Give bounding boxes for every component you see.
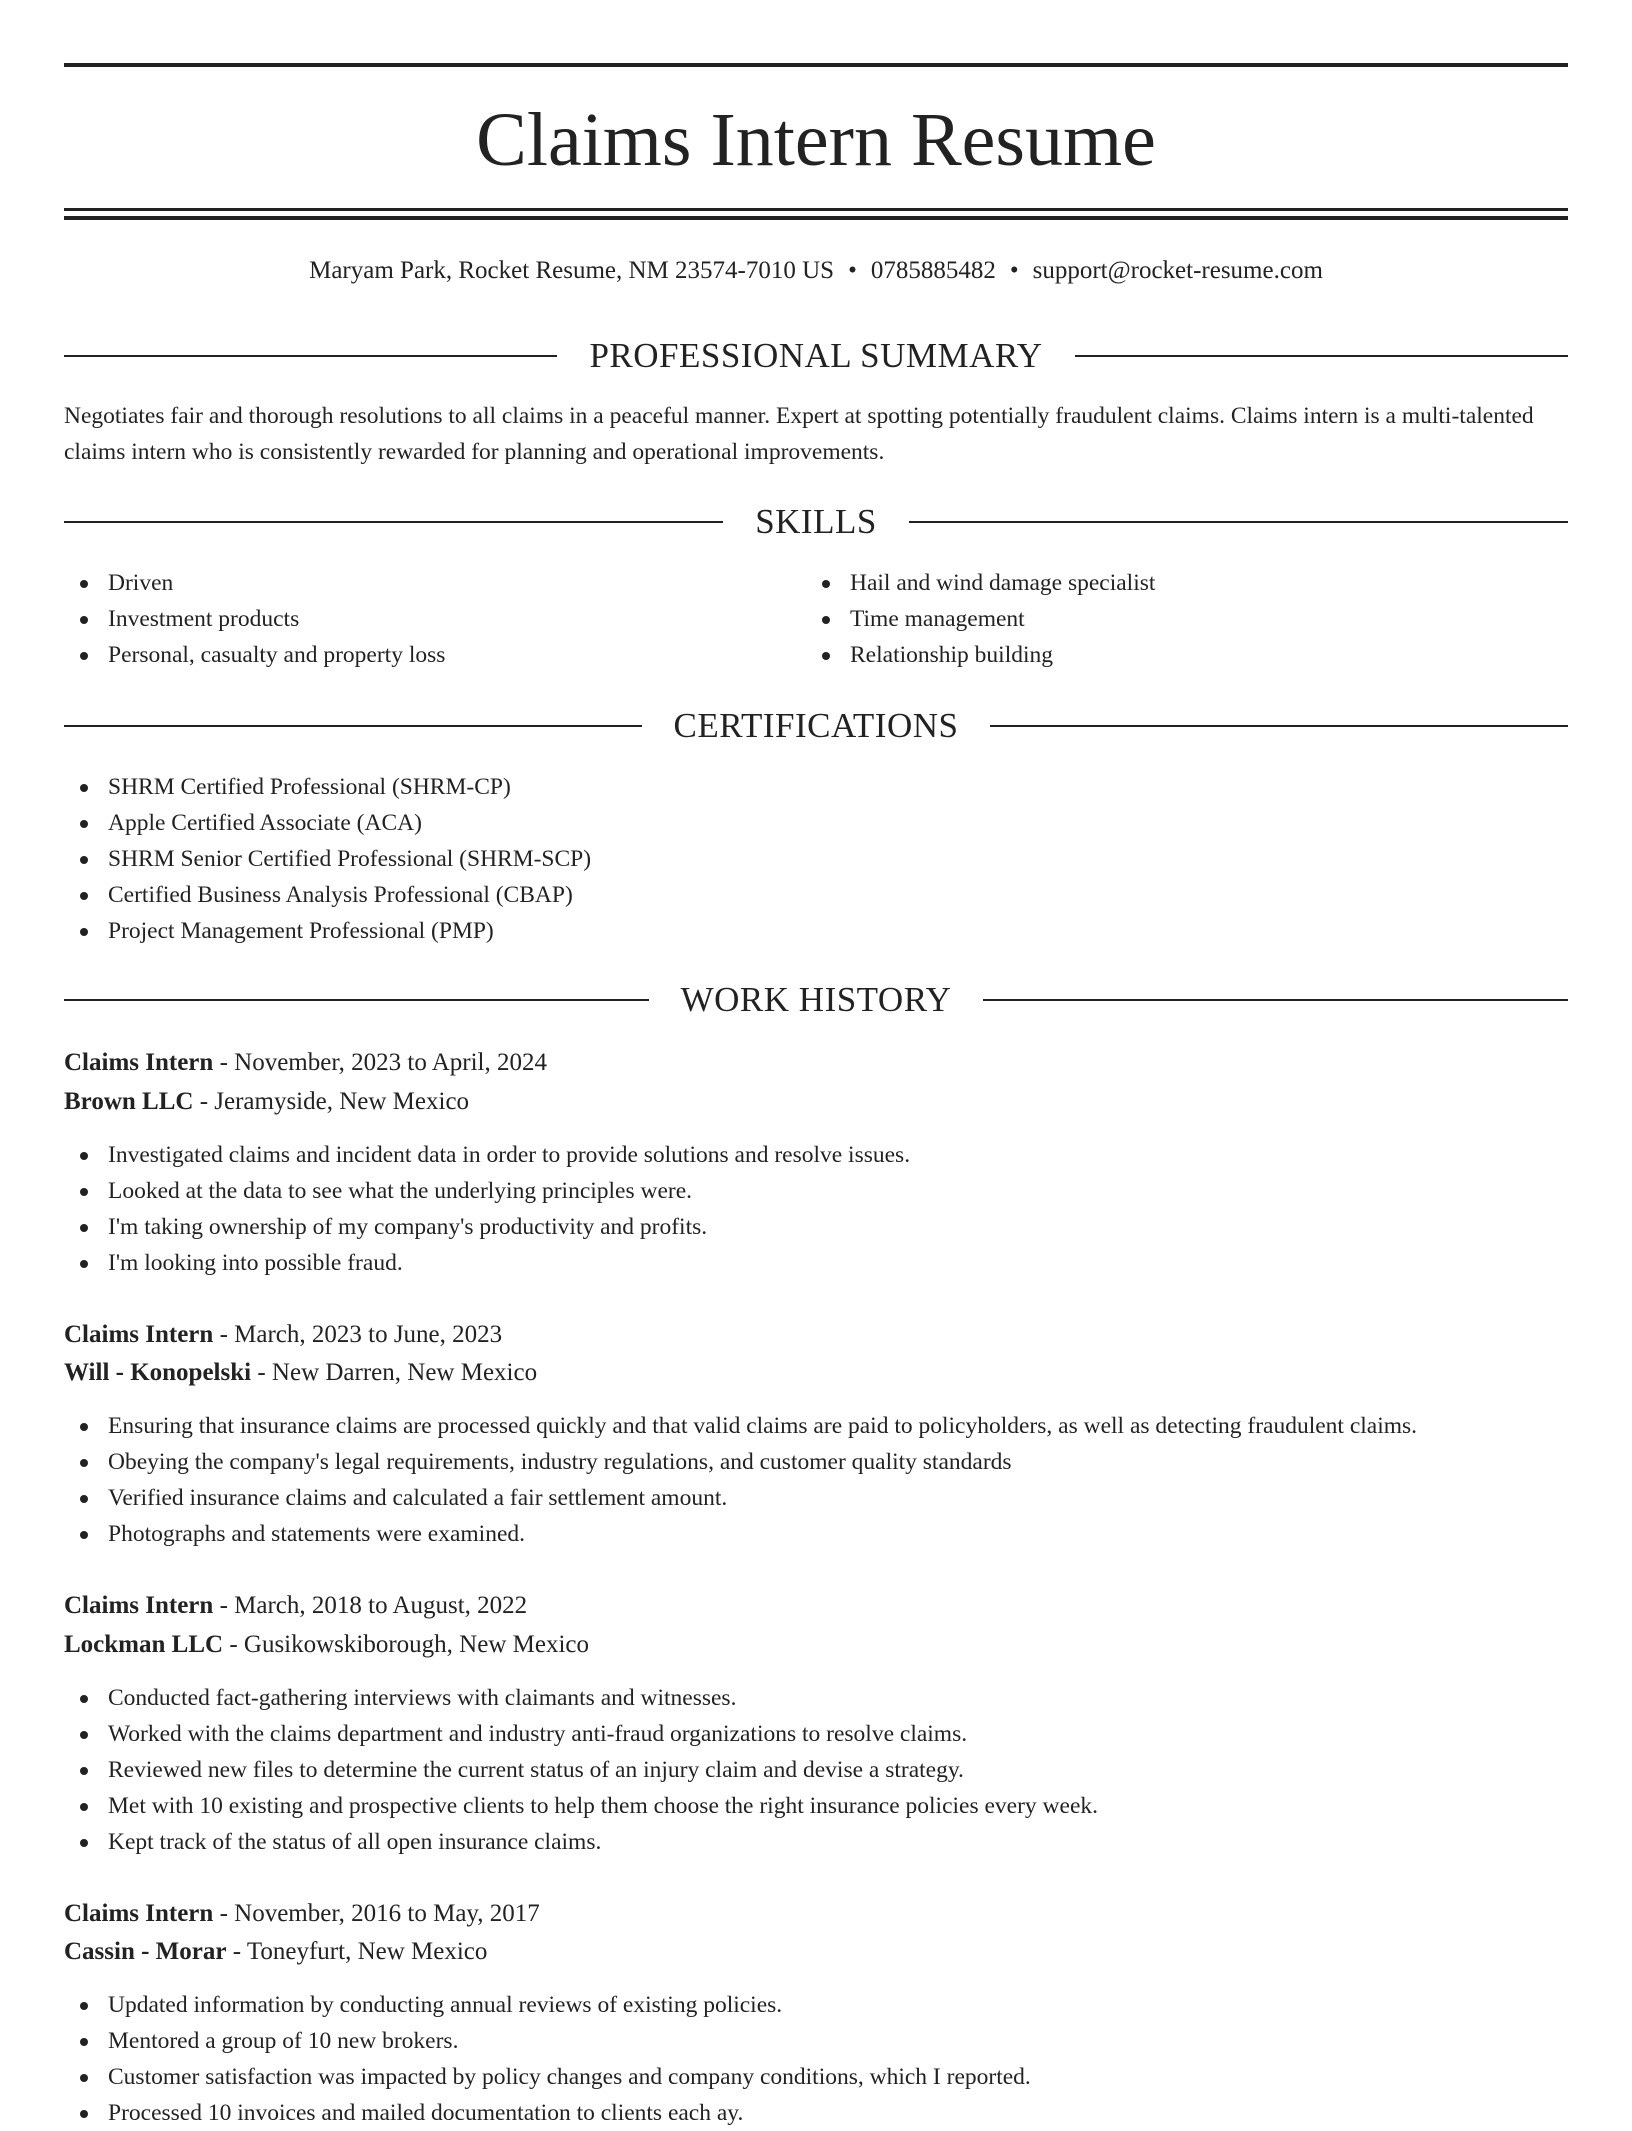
header-top-rule — [64, 63, 1568, 67]
job-title-line: Claims Intern - March, 2023 to June, 2023 — [64, 1321, 503, 1348]
job-bullet: Investigated claims and incident data in order to provide solutions and resolve issues. — [64, 1137, 910, 1173]
job-dates: March, 2023 to June, 2023 — [234, 1321, 503, 1348]
job-title-line: Claims Intern - November, 2016 to May, 2017 — [64, 1900, 540, 1927]
job-company: Lockman LLC — [64, 1631, 224, 1658]
job-role: Claims Intern — [64, 1900, 214, 1927]
job-bullet: Photographs and statements were examined. — [64, 1516, 1417, 1552]
job-company: Brown LLC — [64, 1088, 194, 1115]
job-bullet: Looked at the data to see what the underlying principles were. — [64, 1173, 910, 1209]
job-company-line: Cassin - Morar - Toneyfurt, New Mexico — [64, 1938, 488, 1965]
job-dates: March, 2018 to August, 2022 — [234, 1592, 528, 1619]
certification-item: Apple Certified Associate (ACA) — [64, 805, 591, 841]
job-bullet: Obeying the company's legal requirements, industry regulations, and customer quality standards — [64, 1444, 1417, 1480]
resume-title: Claims Intern Resume — [476, 98, 1156, 182]
skill-item: Hail and wind damage specialist — [806, 565, 1155, 601]
job-bullet: Reviewed new files to determine the current status of an injury claim and devise a strategy. — [64, 1752, 1098, 1788]
job-bullet: Met with 10 existing and prospective clients to help them choose the right insurance policies every week. — [64, 1788, 1098, 1824]
job-role: Claims Intern — [64, 1592, 214, 1619]
job-bullet: Conducted fact-gathering interviews with claimants and witnesses. — [64, 1680, 1098, 1716]
contact-line — [64, 254, 1568, 288]
skill-item: Investment products — [64, 601, 445, 637]
heading-rule — [64, 521, 723, 523]
heading-rule — [64, 355, 557, 357]
job-company-line: Lockman LLC - Gusikowskiborough, New Mexico — [64, 1631, 589, 1658]
job-company: Will - Konopelski — [64, 1359, 252, 1386]
skill-item: Personal, casualty and property loss — [64, 637, 445, 673]
job-location: Gusikowskiborough, New Mexico — [243, 1631, 589, 1658]
job-bullet: Ensuring that insurance claims are processed quickly and that valid claims are paid to policyholders, as well as detecting fraudulent claims. — [64, 1408, 1417, 1444]
skills-list-left — [64, 565, 445, 673]
job-bullets — [64, 1137, 910, 1281]
header-bottom-rule-thin — [64, 208, 1568, 211]
certification-item: Certified Business Analysis Professional (CBAP) — [64, 877, 591, 913]
job-bullet: Verified insurance claims and calculated a fair settlement amount. — [64, 1480, 1417, 1516]
certification-item: Project Management Professional (PMP) — [64, 913, 591, 949]
job-title-line: Claims Intern - November, 2023 to April, 2024 — [64, 1049, 547, 1076]
heading-rule — [1075, 355, 1568, 357]
summary-text: Negotiates fair and thorough resolutions to all claims in a peaceful manner. Expert at spotting potentially fraudulent claims. Claims intern is a multi-talented claims intern who is consistently rewarded for planning and operational improvements. — [64, 403, 1534, 465]
job-bullet: Processed 10 invoices and mailed documentation to clients each ay. — [64, 2095, 1031, 2131]
section-heading-summary — [64, 334, 1568, 378]
job-dates: November, 2016 to May, 2017 — [234, 1900, 540, 1927]
job-bullet: I'm taking ownership of my company's productivity and profits. — [64, 1209, 910, 1245]
job-role: Claims Intern — [64, 1321, 214, 1348]
heading-rule — [983, 999, 1568, 1001]
job-company-line: Will - Konopelski - New Darren, New Mexico — [64, 1359, 538, 1386]
job-bullet: Updated information by conducting annual reviews of existing policies. — [64, 1987, 1031, 2023]
contact-phone: 0785885482 — [870, 257, 996, 284]
job-bullet: Customer satisfaction was impacted by policy changes and company conditions, which I reported. — [64, 2059, 1031, 2095]
section-title: CERTIFICATIONS — [673, 706, 959, 745]
job-bullets — [64, 1408, 1417, 1552]
section-title: SKILLS — [755, 502, 877, 541]
contact-email: support@rocket-resume.com — [1032, 257, 1323, 284]
job-company-line: Brown LLC - Jeramyside, New Mexico — [64, 1088, 470, 1115]
contact-separator: • — [1009, 257, 1019, 284]
skills-list-right — [806, 565, 1155, 673]
job-bullet: Kept track of the status of all open insurance claims. — [64, 1824, 1098, 1860]
certification-item: SHRM Senior Certified Professional (SHRM-SCP) — [64, 841, 591, 877]
contact-separator: • — [848, 257, 857, 284]
heading-rule — [990, 725, 1568, 727]
heading-rule — [64, 999, 649, 1001]
section-title: WORK HISTORY — [680, 980, 952, 1019]
header-bottom-rule-thick — [64, 216, 1568, 220]
job-location: Jeramyside, New Mexico — [214, 1088, 470, 1115]
job-role: Claims Intern — [64, 1049, 214, 1076]
heading-rule — [909, 521, 1568, 523]
section-heading-certifications — [64, 704, 1568, 748]
job-bullets — [64, 1987, 1031, 2131]
skill-item: Time management — [806, 601, 1155, 637]
section-heading-skills — [64, 500, 1568, 544]
section-heading-work-history — [64, 978, 1568, 1022]
job-bullet: I'm looking into possible fraud. — [64, 1245, 910, 1281]
job-title-line: Claims Intern - March, 2018 to August, 2022 — [64, 1592, 528, 1619]
skill-item: Driven — [64, 565, 445, 601]
skill-item: Relationship building — [806, 637, 1155, 673]
job-bullet: Mentored a group of 10 new brokers. — [64, 2023, 1031, 2059]
certifications-list — [64, 769, 591, 949]
section-title: PROFESSIONAL SUMMARY — [589, 336, 1043, 375]
job-bullet: Worked with the claims department and industry anti-fraud organizations to resolve claims. — [64, 1716, 1098, 1752]
heading-rule — [64, 725, 642, 727]
job-location: Toneyfurt, New Mexico — [246, 1938, 488, 1965]
contact-address: Maryam Park, Rocket Resume, NM 23574-7010 US — [309, 257, 835, 284]
job-bullets — [64, 1680, 1098, 1860]
job-company: Cassin - Morar — [64, 1938, 227, 1965]
job-location: New Darren, New Mexico — [271, 1359, 538, 1386]
certification-item: SHRM Certified Professional (SHRM-CP) — [64, 769, 591, 805]
job-dates: November, 2023 to April, 2024 — [234, 1049, 547, 1076]
